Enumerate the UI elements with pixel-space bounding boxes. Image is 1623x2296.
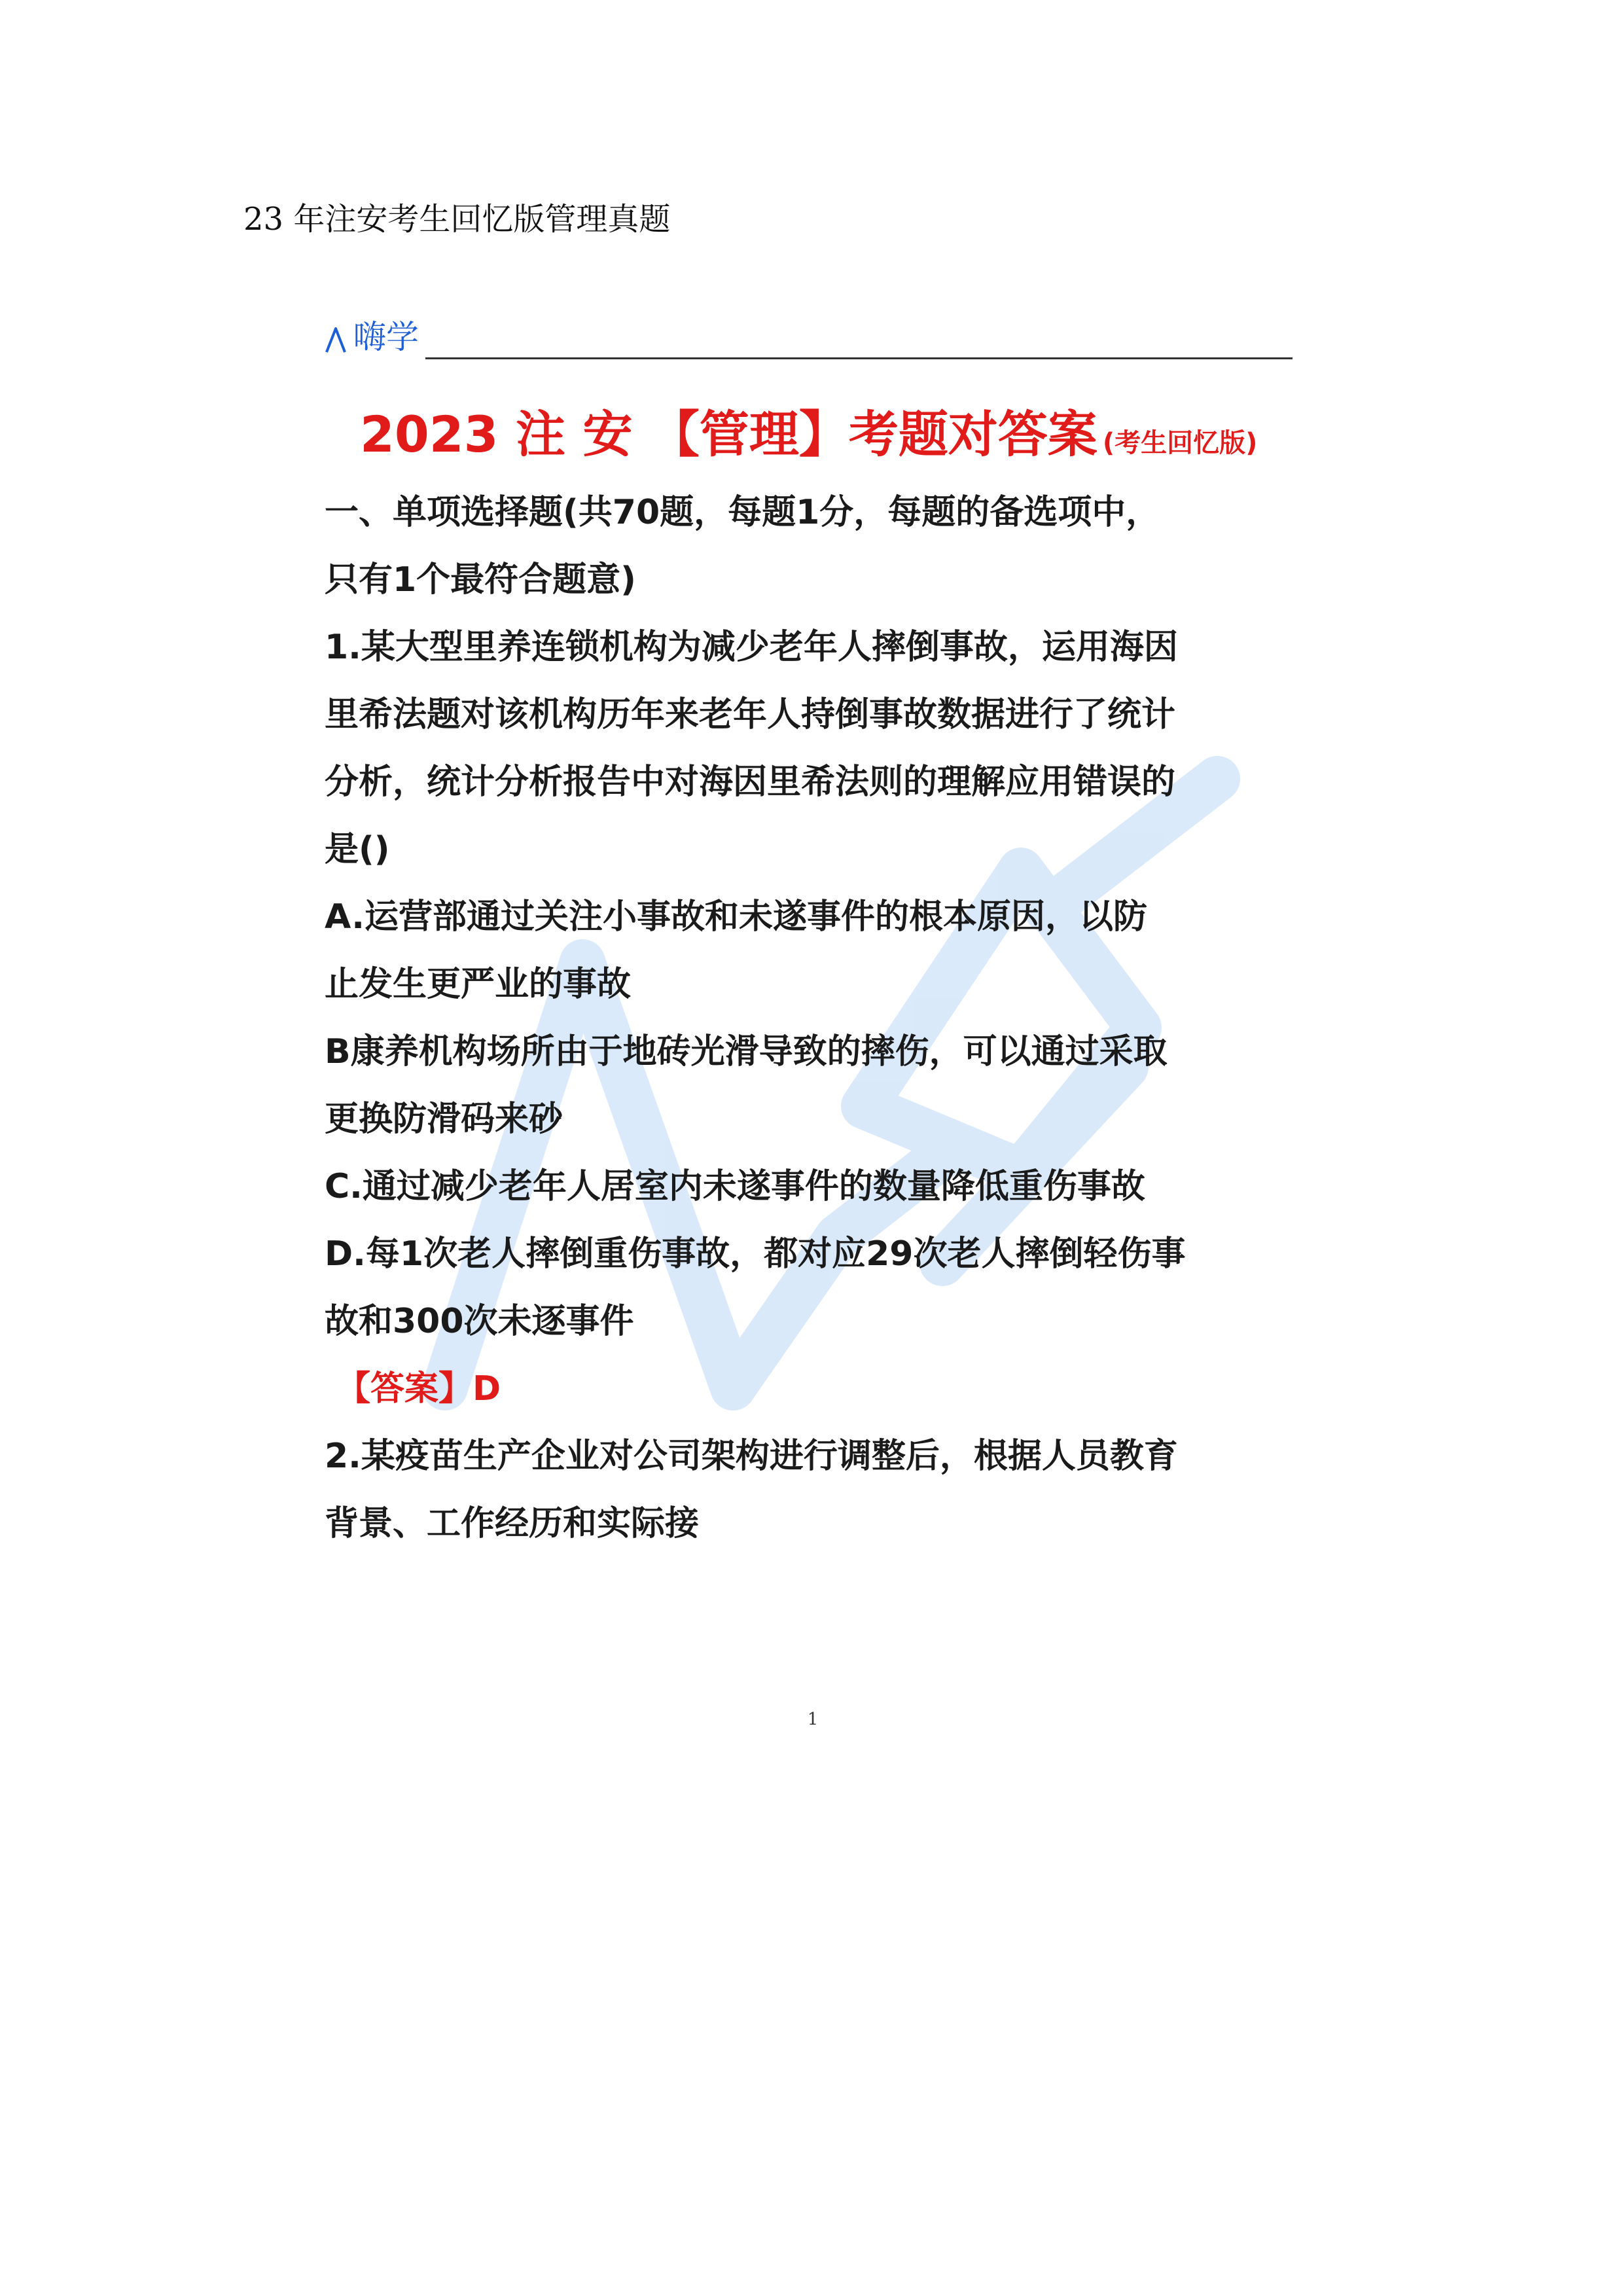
question-1-option-d: D.每1次老人摔倒重伤事故，都对应29次老人摔倒轻伤事 <box>325 1234 1186 1274</box>
exam-title-sub: (考生回忆版) <box>1102 428 1258 458</box>
brand-name: 嗨学 <box>353 318 419 356</box>
question-2-stem-line: 2.某疫苗生产企业对公司架构进行调整后，根据人员教育 <box>325 1437 1178 1476</box>
exam-image <box>308 308 1329 1590</box>
question-1-option-d: 故和300次未逐事件 <box>325 1302 634 1341</box>
question-1-stem-line: 是() <box>325 830 390 869</box>
question-1-stem-line: 1.某大型里养连锁机构为减少老年人摔倒事故，运用海因 <box>325 628 1178 667</box>
brand-divider <box>425 357 1293 359</box>
brand-header <box>325 318 419 356</box>
exam-content <box>325 479 1319 1558</box>
question-2-stem-line: 背景、工作经历和实际接 <box>325 1504 700 1543</box>
document-heading: 23 年注安考生回忆版管理真题 <box>243 201 671 238</box>
question-1-option-b: B康养机构场所由于地砖光滑导致的摔伤，可以通过采取 <box>325 1032 1168 1071</box>
section-heading-line: 一、单项选择题(共70题，每题1分，每题的备选项中， <box>325 493 1160 532</box>
question-1-option-b: 更换防滑码来砂 <box>325 1100 563 1139</box>
page-number: 1 <box>807 1710 819 1729</box>
brand-logo-icon <box>325 326 347 353</box>
section-heading-line: 只有1个最符合题意) <box>325 560 636 600</box>
exam-title <box>360 405 1258 463</box>
exam-title-main: 2023 注 安 【管理】考题对答案 <box>360 405 1097 463</box>
question-1-stem-line: 分析，统计分析报告中对海因里希法则的理解应用错误的 <box>325 762 1176 802</box>
question-1-stem-line: 里希法题对该机构历年来老年人持倒事故数据进行了统计 <box>325 695 1176 734</box>
question-1-option-a: A.运营部通过关注小事故和未遂事件的根本原因，以防 <box>325 897 1147 937</box>
question-1-option-c: C.通过减少老年人居室内未遂事件的数量降低重伤事故 <box>325 1167 1145 1206</box>
question-1-option-a: 止发生更严业的事故 <box>325 965 632 1004</box>
question-1-answer: 【答案】D <box>336 1369 501 1408</box>
